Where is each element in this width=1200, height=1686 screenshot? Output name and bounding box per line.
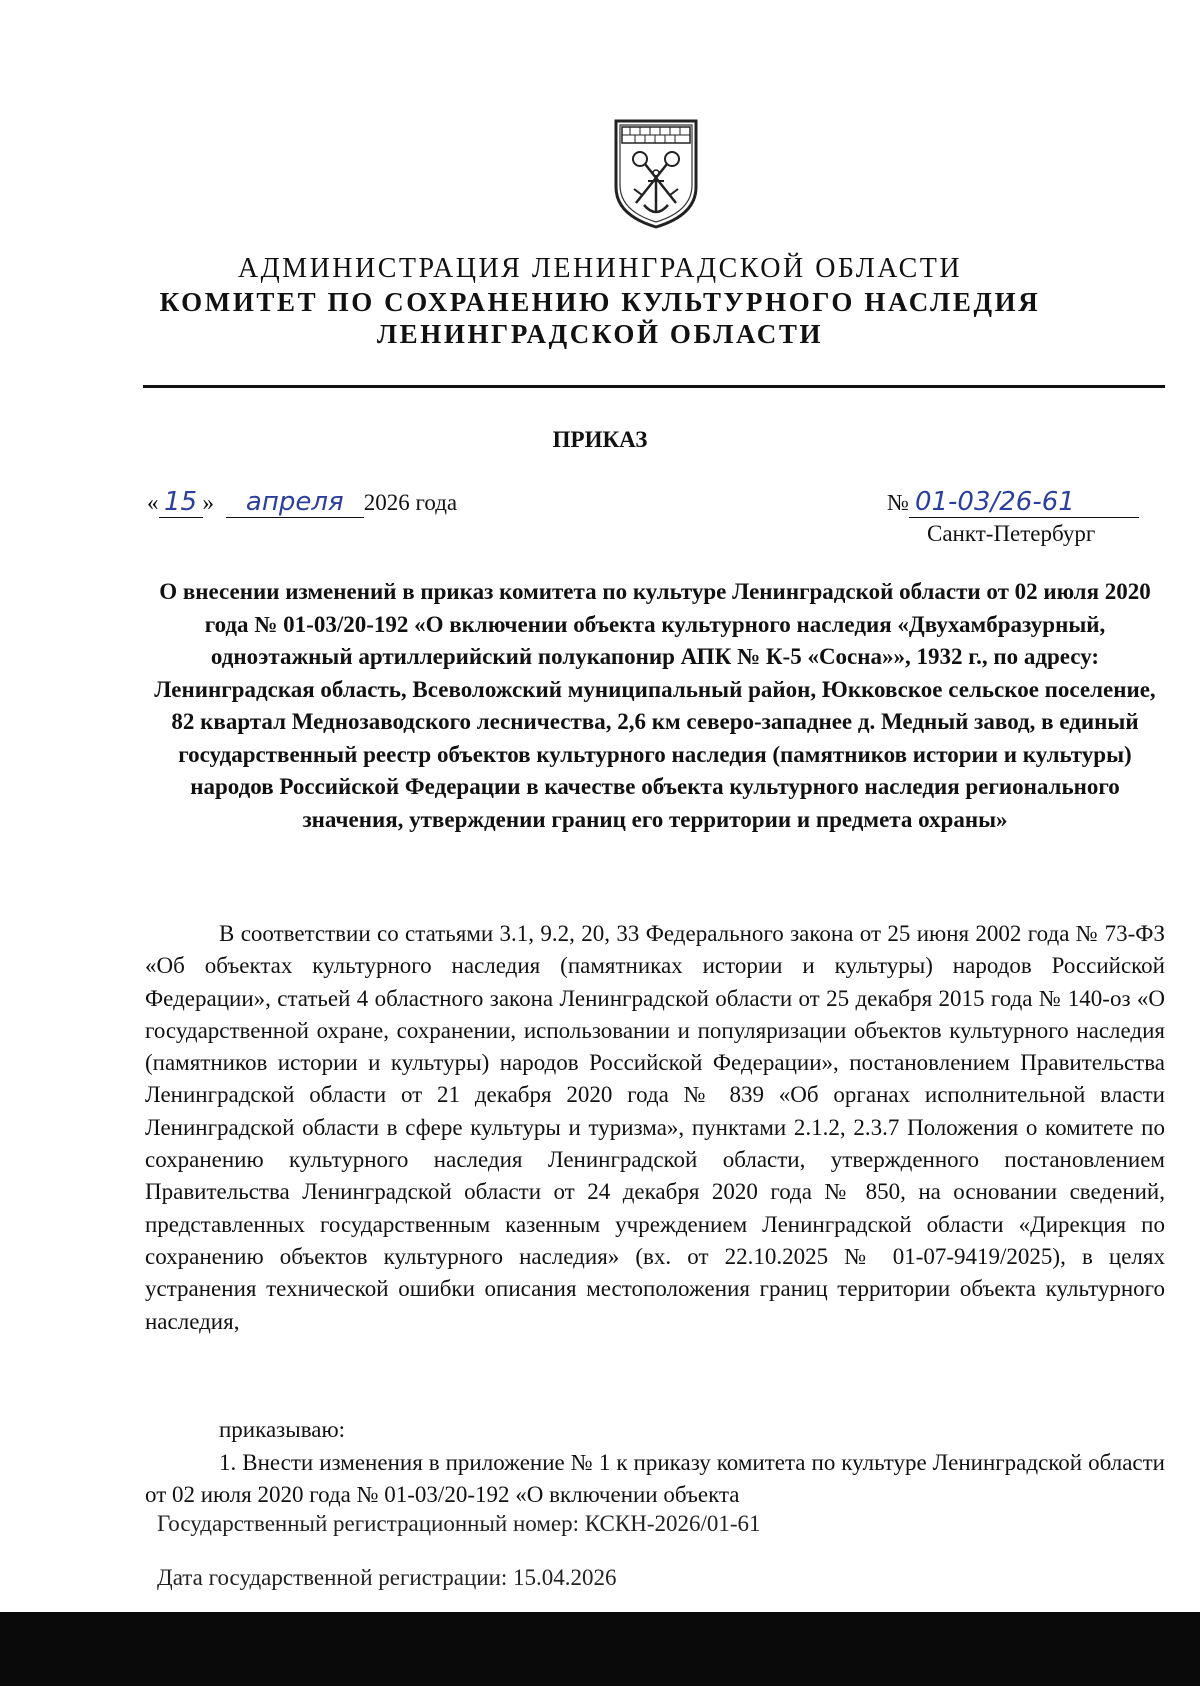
registration-number: Государственный регистрационный номер: КСКН-2026/01-61 (157, 1511, 761, 1536)
order-number (887, 487, 1139, 518)
date-close-quote: » (202, 490, 214, 515)
date-month-handwritten: апреля (226, 487, 364, 518)
order-preamble: В соответствии со статьями 3.1, 9.2, 20, 33 Федерального закона от 25 июня 2002 года № 73-ФЗ «Об объектах культурного наследия (памятниках истории и культуры) народов Российской Федерации», статьей 4 областного закона Ленинградской области от 25 декабря 2015 года № 140-оз «О государственной охране, сохранении, использовании и популяризации объектов культурного наследия (памятников истории и культуры) народов Российской Федерации», постановлением Правительства Ленинградской области от 21 декабря 2020 года № 839 «Об органах исполнительной власти Ленинградской области в сфере культуры и туризма», пунктами 2.1.2, 2.3.7 Положения о комитете по сохранению культурного наследия Ленинградской области, утвержденного постановлением Правительства Ленинградской области от 24 декабря 2020 года № 850, на основании сведений, представленных государственным казенным учреждением Ленинградской области «Дирекция по сохранению объектов культурного наследия» (вх. от 22.10.2025 № 01-07-9419/2025), в целях устранения технической ошибки описания местоположения границ территории объекта культурного наследия, (145, 921, 1165, 1334)
header-divider (143, 385, 1165, 388)
order-item-1: 1. Внести изменения в приложение № 1 к приказу комитета по культуре Ленинградской области от 02 июля 2020 года № 01-03/20-192 «О включении объекта (145, 1450, 1165, 1508)
scan-bottom-border (0, 1612, 1200, 1686)
date-open-quote: « (147, 490, 159, 515)
header-administration: АДМИНИСТРАЦИЯ ЛЕНИНГРАДСКОЙ ОБЛАСТИ (237, 253, 963, 284)
document-title: ПРИКАЗ (552, 427, 648, 452)
order-date (147, 487, 457, 518)
order-subject: О внесении изменений в приказ комитета по культуре Ленинградской области от 02 июля 2020 года № 01-03/20-192 «О включении объекта культурного наследия «Двухамбразурный, одноэтажный артиллерийский полукапонир АПК № К-5 «Сосна»», 1932 г., по адресу: Ленинградская область, Всеволожский муниципальный район, Юкковское сельское поселение, 82 квартал Меднозаводского лесничества, 2,6 км северо-западнее д. Медный завод, в единый государственный реестр объектов культурного наследия (памятников истории и культуры) народов Российской Федерации в качестве объекта культурного наследия регионального значения, утверждении границ его территории и предмета охраны» (154, 579, 1156, 832)
number-label: № (887, 490, 909, 515)
leningrad-oblast-coat-of-arms-icon (610, 115, 702, 231)
registration-date: Дата государственной регистрации: 15.04.2026 (157, 1565, 617, 1590)
header-committee: КОМИТЕТ ПО СОХРАНЕНИЮ КУЛЬТУРНОГО НАСЛЕДИЯ (159, 287, 1041, 317)
order-directive: приказываю: (219, 1417, 346, 1442)
date-day-handwritten: 15 (159, 487, 203, 518)
header-region: ЛЕНИНГРАДСКОЙ ОБЛАСТИ (376, 319, 824, 349)
order-city: Санкт-Петербург (927, 521, 1096, 546)
date-year: 2026 года (363, 490, 458, 515)
order-number-handwritten: 01-03/26-61 (909, 487, 1139, 518)
